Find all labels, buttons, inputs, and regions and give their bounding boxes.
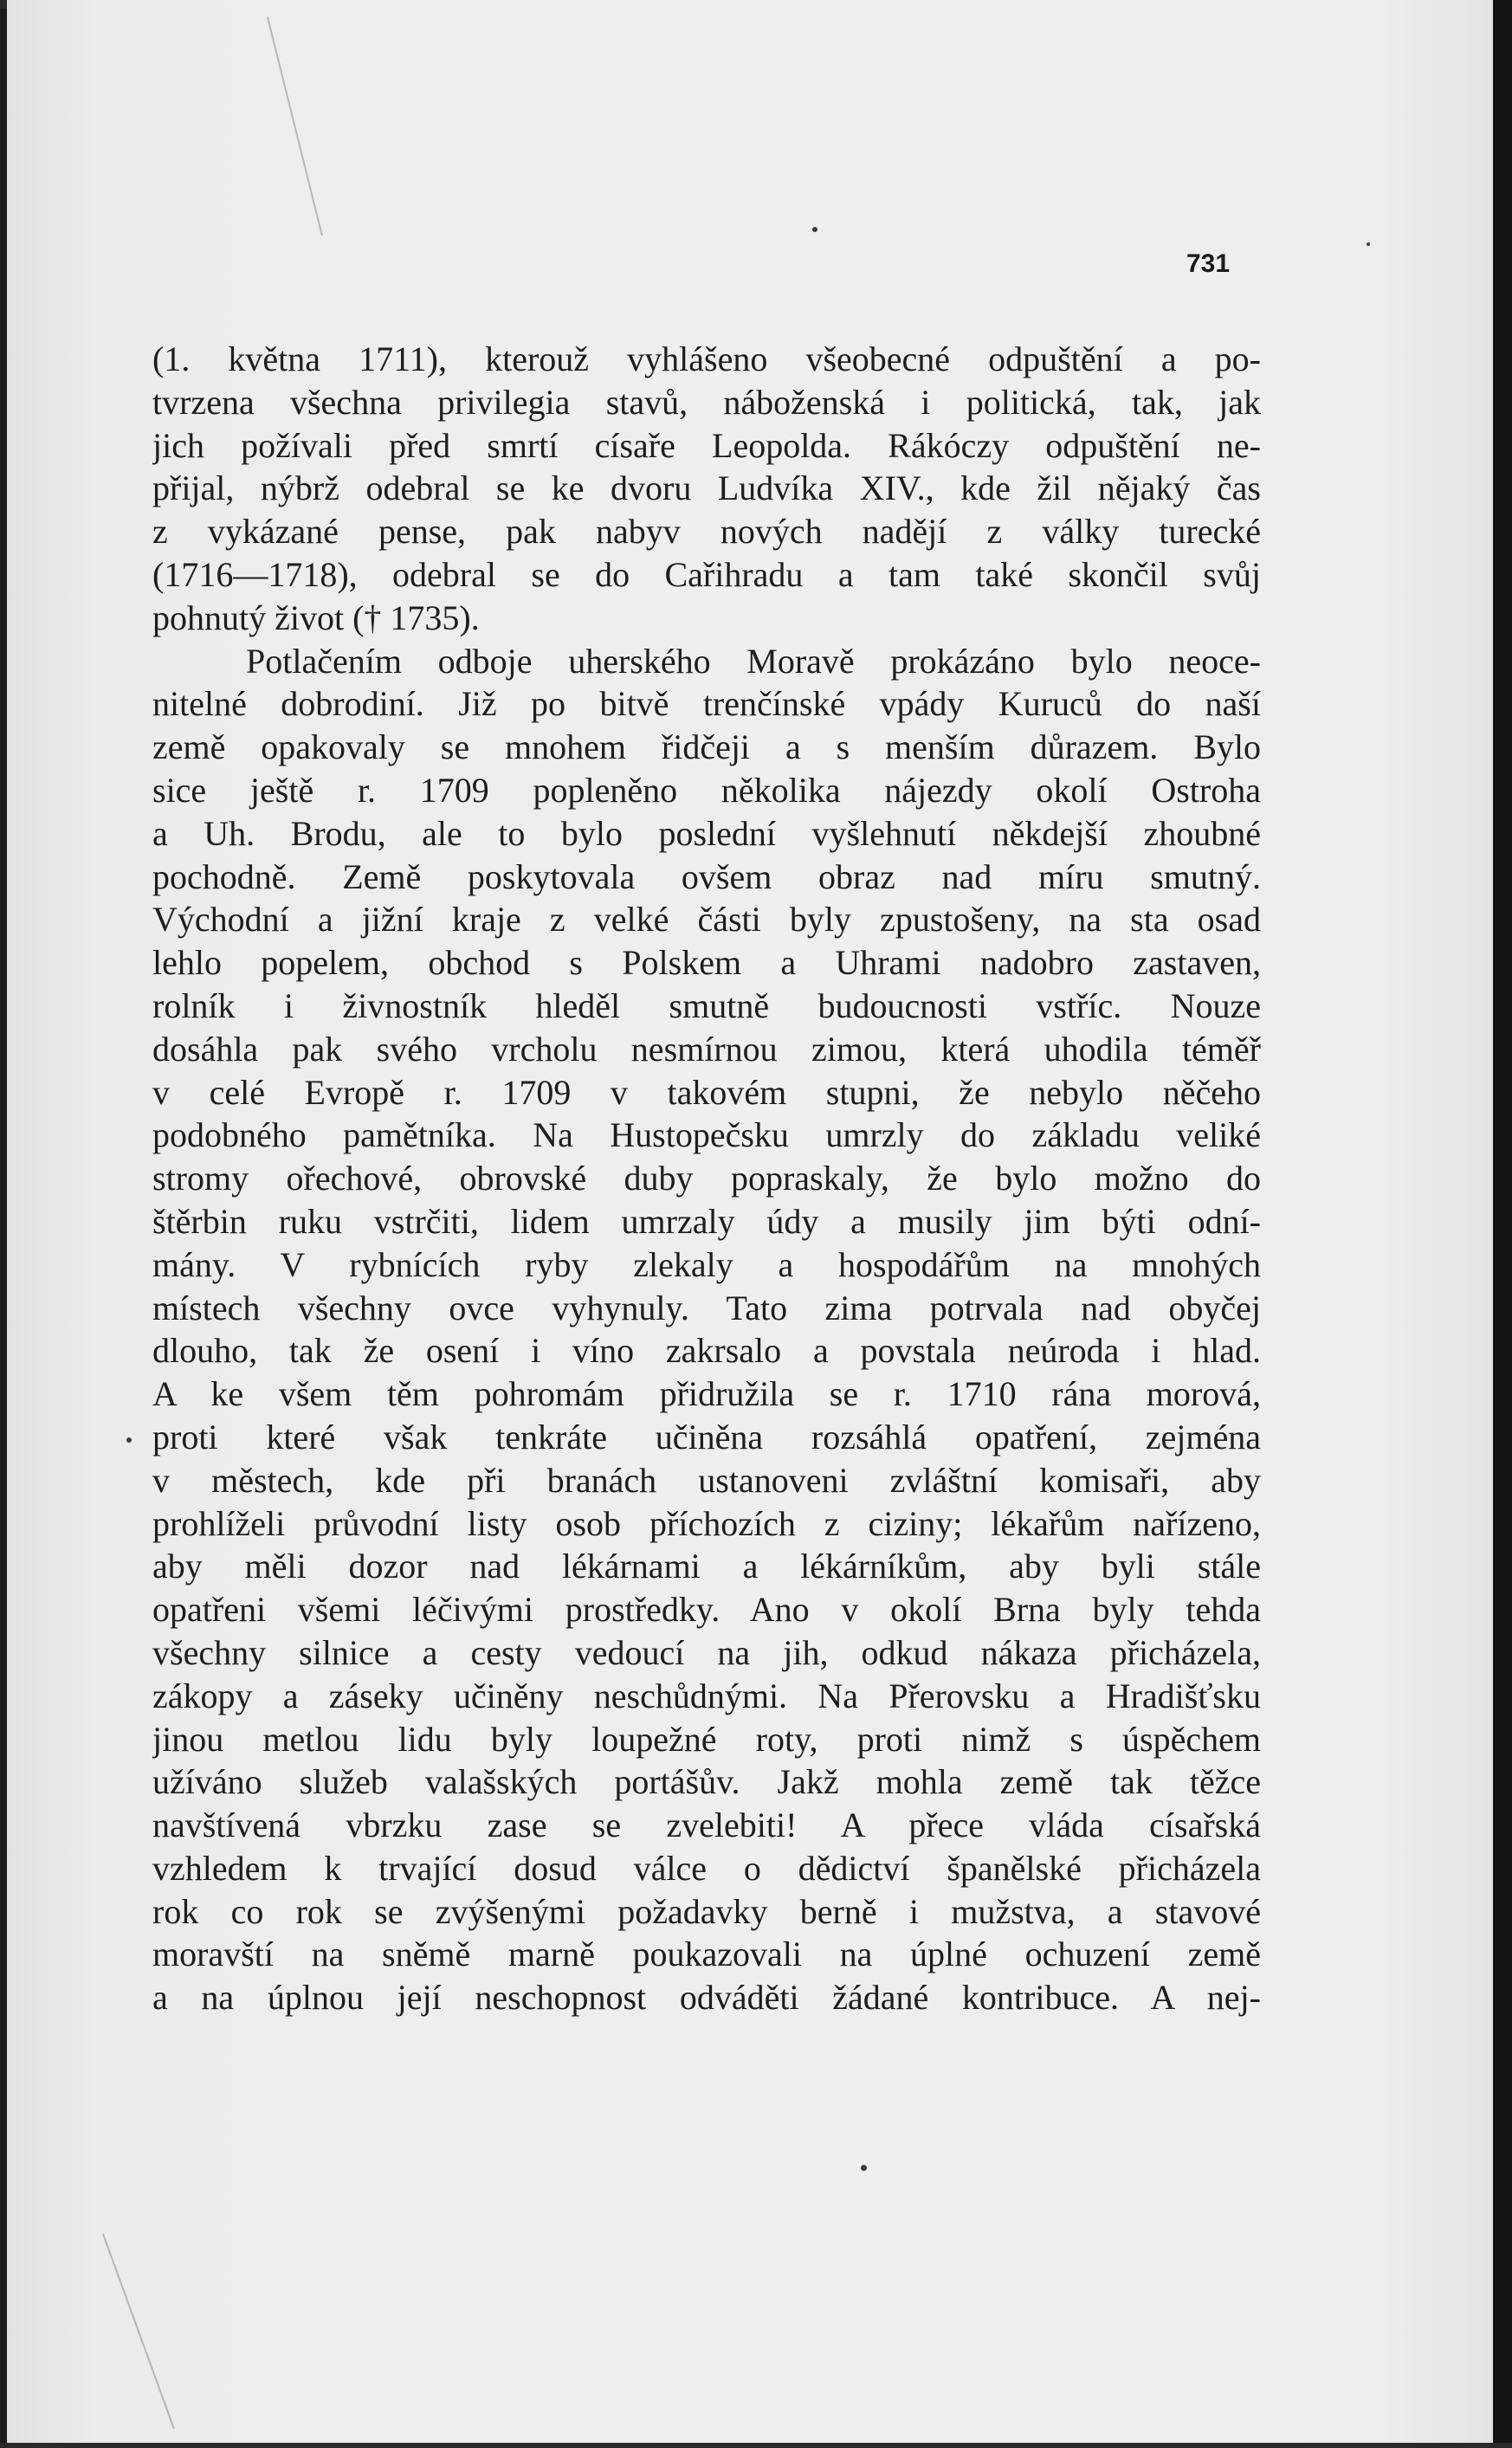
page-number: 731: [1186, 249, 1231, 278]
scan-speck: [1367, 242, 1370, 246]
text-line: z vykázané pense, pak nabyv nových nadějí z války turecké: [152, 512, 1261, 552]
text-line: dosáhla pak svého vrcholu nesmírnou zimou, která uhodila téměř: [152, 1029, 1261, 1069]
text-line: zákopy a záseky učiněny neschůdnými. Na Přerovsku a Hradišťsku: [152, 1676, 1261, 1715]
text-line: místech všechny ovce vyhynuly. Tato zima potrvala nad obyčej: [152, 1288, 1261, 1327]
text-line: prohlíželi průvodní listy osob příchozích z ciziny; lékařům nařízeno,: [152, 1503, 1261, 1543]
text-line: jich požívali před smrtí císaře Leopolda. Rákóczy odpuštění ne-: [152, 425, 1261, 465]
text-line: a Uh. Brodu, ale to bylo poslední vyšlehnutí někdejší zhoubné: [152, 813, 1261, 853]
text-line: tvrzena všechna privilegia stavů, náboženská i politická, tak, jak: [152, 382, 1261, 422]
text-line: A ke všem těm pohromám přidružila se r. 1710 rána morová,: [152, 1374, 1261, 1414]
text-line: jinou metlou lidu byly loupežné roty, proti nimž s úspěchem: [152, 1719, 1261, 1759]
text-line: přijal, nýbrž odebral se ke dvoru Ludvíka XIV., kde žil nějaký čas: [152, 468, 1261, 508]
text-line: dlouho, tak že osení i víno zakrsalo a povstala neúroda i hlad.: [152, 1331, 1261, 1371]
text-line: všechny silnice a cesty vedoucí na jih, odkud nákaza přicházela,: [152, 1632, 1261, 1672]
text-line: (1716—1718), odebral se do Cařihradu a tam také skončil svůj: [152, 554, 1261, 594]
text-line: nitelné dobrodiní. Již po bitvě trenčínské vpády Kuruců do naší: [152, 684, 1261, 724]
text-line: štěrbin ruku vstrčiti, lidem umrzaly údy a musily jim býti odní-: [152, 1201, 1261, 1241]
text-line: lehlo popelem, obchod s Polskem a Uhrami nadobro zastaven,: [152, 943, 1261, 983]
text-line: v městech, kde při branách ustanoveni zvláštní komisaři, aby: [152, 1460, 1261, 1500]
text-line: stromy ořechové, obrovské duby popraskaly, že bylo možno do: [152, 1159, 1261, 1198]
text-line: proti které však tenkráte učiněna rozsáhlá opatření, zejména: [152, 1417, 1261, 1457]
text-line: moravští na sněmě marně poukazovali na úplné ochuzení země: [152, 1935, 1261, 1974]
text-line: sice ještě r. 1709 popleněno několika nájezdy okolí Ostroha: [152, 770, 1261, 810]
scan-scratch: [102, 2233, 175, 2429]
scan-speck: [126, 1437, 132, 1443]
text-line: v celé Evropě r. 1709 v takovém stupni, že nebylo něčeho: [152, 1072, 1261, 1112]
text-line: země opakovaly se mnohem řidčeji a s menším důrazem. Bylo: [152, 727, 1261, 767]
text-line: aby měli dozor nad lékárnami a lékárníkům, aby byli stále: [152, 1547, 1261, 1586]
scan-right-edge: [1493, 0, 1512, 2448]
text-line: opatřeni všemi léčivými prostředky. Ano v okolí Brna byly tehda: [152, 1590, 1261, 1630]
text-line: rok co rok se zvýšenými požadavky berně i mužstva, a stavové: [152, 1891, 1261, 1931]
text-line: vzhledem k trvající dosud válce o dědictví španělské přicházela: [152, 1848, 1261, 1888]
text-line: pohnutý život († 1735).: [152, 597, 480, 637]
text-line: rolník i živnostník hleděl smutně budoucnosti vstříc. Nouze: [152, 985, 1261, 1025]
text-line: užíváno služeb valašských portášův. Jakž mohla země tak těžce: [152, 1762, 1261, 1802]
text-line: mány. V rybnících ryby zlekaly a hospodářům na mnohých: [152, 1244, 1261, 1284]
text-line: (1. května 1711), kterouž vyhlášeno všeobecné odpuštění a po-: [152, 339, 1261, 378]
scan-bottom-edge: [0, 2443, 1512, 2448]
text-line: a na úplnou její neschopnost odváděti žádané kontribuce. A nej-: [152, 1978, 1261, 2018]
text-line: pochodně. Země poskytovala ovšem obraz nad míru smutný.: [152, 856, 1261, 896]
scan-speck: [861, 2165, 867, 2171]
scan-scratch: [267, 17, 323, 236]
body-text: [152, 338, 1261, 2019]
text-line: podobného pamětníka. Na Hustopečsku umrzly do základu veliké: [152, 1115, 1261, 1155]
text-line: navštívená vbrzku zase se zvelebiti! A přece vláda císařská: [152, 1805, 1261, 1845]
scan-speck: [812, 227, 817, 232]
text-line: Východní a jižní kraje z velké části byly zpustošeny, na sta osad: [152, 900, 1261, 940]
text-line: Potlačením odboje uherského Moravě prokázáno bylo neoce-: [246, 641, 1261, 681]
